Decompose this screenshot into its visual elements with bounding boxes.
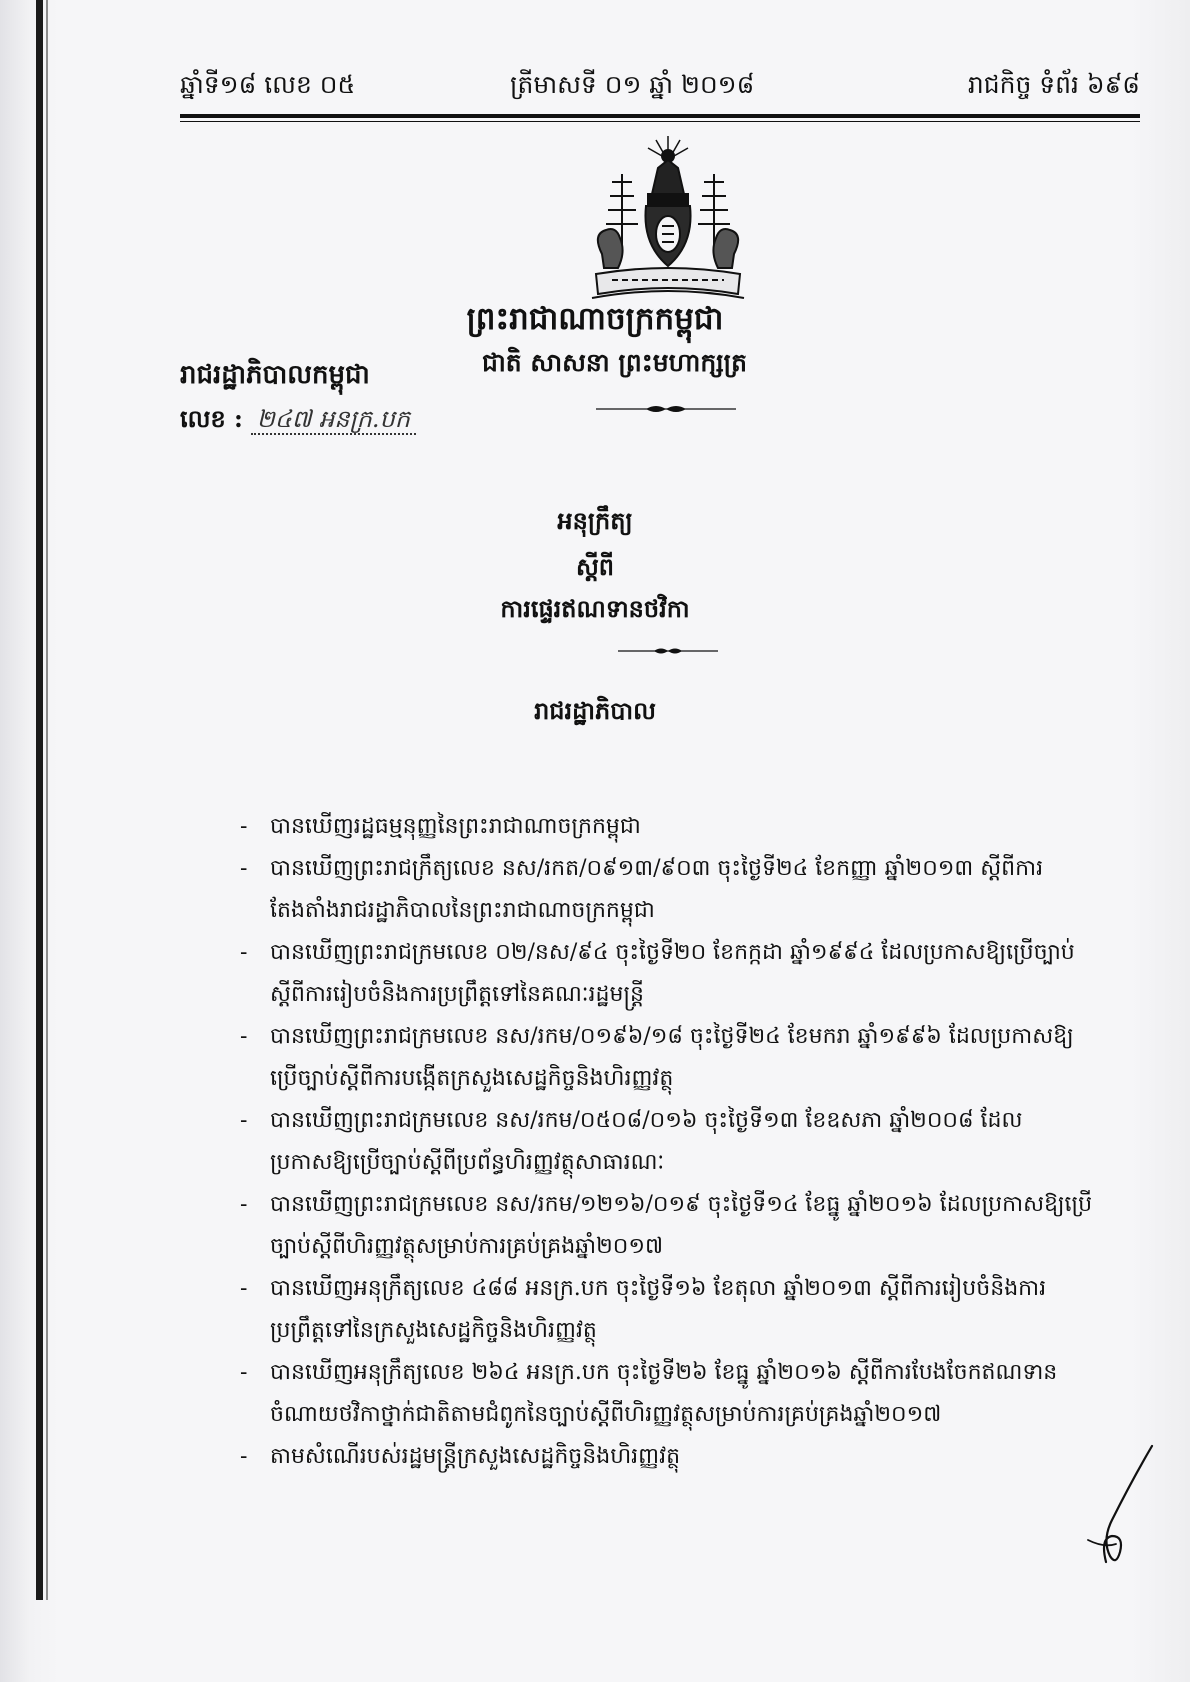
- document-type: អនុក្រឹត្យ: [557, 506, 633, 535]
- bullet-dash: -: [240, 1024, 248, 1049]
- preamble-list: [240, 806, 1100, 1478]
- gazette-page: រាជកិច្ច ទំព័រ ៦៩៨: [967, 70, 1140, 99]
- royal-emblem-icon: [582, 134, 754, 312]
- binding-edge: [36, 0, 43, 1600]
- bullet-dash: -: [240, 856, 248, 881]
- bullet-dash: -: [240, 814, 248, 839]
- clause-text: បានឃើញព្រះរាជក្រមលេខ នស/រកម/០៥០៨/០១៦ ចុះថ្ងៃទី១៣ ខែឧសភា ឆ្នាំ២០០៨ ដែលប្រកាសឱ្យប្រើច្បាប់ស្តីពីប្រព័ន្ធហិរញ្ញវត្ថុសាធារណៈ: [270, 1108, 1023, 1175]
- binding-edge-shadow: [46, 0, 48, 1600]
- list-item: [240, 1436, 1100, 1478]
- clause-text: បានឃើញអនុក្រឹត្យលេខ ៤៨៨ អនក្រ.បក ចុះថ្ងៃទី១៦ ខែតុលា ឆ្នាំ២០១៣ ស្តីពីការរៀបចំនិងការប្រព្រឹត្តទៅនៃក្រសួងសេដ្ឋកិច្ចនិងហិរញ្ញវត្ថុ: [270, 1276, 1047, 1343]
- clause-text: បានឃើញព្រះរាជក្រមលេខ ០២/នស/៩៤ ចុះថ្ងៃទី២០ ខែកក្កដា ឆ្នាំ១៩៩៤ ដែលប្រកាសឱ្យប្រើច្បាប់ស្តីពីការរៀបចំនិងការប្រព្រឹត្តទៅនៃគណៈរដ្ឋមន្ត្រី: [270, 940, 1075, 1007]
- list-item: [240, 1100, 1100, 1184]
- bullet-dash: -: [240, 1192, 248, 1217]
- government-name: រាជរដ្ឋាភិបាលកម្ពុជា: [180, 360, 370, 390]
- document-subject: ការផ្ទេរឥណទានថវិកា: [500, 594, 690, 623]
- list-item: [240, 1268, 1100, 1352]
- list-item: [240, 1184, 1100, 1268]
- number-label: លេខ :: [180, 404, 243, 433]
- number-value: ២៤៧ អនក្រ.បក: [251, 405, 416, 435]
- ornament-divider-icon: [618, 645, 718, 657]
- header-divider: [180, 114, 1140, 118]
- clause-text: បានឃើញរដ្ឋធម្មនុញ្ញនៃព្រះរាជាណាចក្រកម្ពុជា: [270, 814, 641, 839]
- bullet-dash: -: [240, 1444, 248, 1469]
- clause-text: បានឃើញព្រះរាជក្រមលេខ នស/រកម/០១៩៦/១៨ ចុះថ្ងៃទី២៤ ខែមករា ឆ្នាំ១៩៩៦ ដែលប្រកាសឱ្យប្រើច្បាប់ស្តីពីការបង្កើតក្រសួងសេដ្ឋកិច្ចនិងហិរញ្ញវត្ថុ: [270, 1024, 1074, 1091]
- bullet-dash: -: [240, 1360, 248, 1385]
- clause-text: បានឃើញអនុក្រឹត្យលេខ ២៦៤ អនក្រ.បក ចុះថ្ងៃទី២៦ ខែធ្នូ ឆ្នាំ២០១៦ ស្តីពីការបែងចែកឥណទានចំណាយថវិកាថ្នាក់ជាតិតាមជំពូកនៃច្បាប់ស្តីពីហិរញ្ញវត្ថុសម្រាប់ការគ្រប់គ្រងឆ្នាំ២០១៧: [270, 1360, 1058, 1427]
- clause-text: បានឃើញព្រះរាជក្រឹត្យលេខ នស/រកត/០៩១៣/៩០៣ ចុះថ្ងៃទី២៤ ខែកញ្ញា ឆ្នាំ២០១៣ ស្តីពីការតែងតាំងរាជរដ្ឋាភិបាលនៃព្រះរាជាណាចក្រកម្ពុជា: [270, 856, 1044, 923]
- gazette-issue: ឆ្នាំទី១៨ លេខ ០៥: [180, 70, 356, 99]
- list-item: [240, 806, 1100, 848]
- bullet-dash: -: [240, 940, 248, 965]
- kingdom-title: ព្រះរាជាណាចក្រកម្ពុជា: [466, 301, 724, 337]
- issuing-authority: រាជរដ្ឋាភិបាល: [534, 696, 656, 725]
- list-item: [240, 1016, 1100, 1100]
- header-divider-thin: [180, 121, 1140, 122]
- list-item: [240, 1352, 1100, 1436]
- gazette-header: [180, 70, 1140, 114]
- clause-text: បានឃើញព្រះរាជក្រមលេខ នស/រកម/១២១៦/០១៩ ចុះថ្ងៃទី១៤ ខែធ្នូ ឆ្នាំ២០១៦ ដែលប្រកាសឱ្យប្រើច្បាប់ស្តីពីហិរញ្ញវត្ថុសម្រាប់ការគ្រប់គ្រងឆ្នាំ២០១៧: [270, 1192, 1093, 1259]
- document-about: ស្តីពី: [575, 552, 615, 581]
- list-item: [240, 932, 1100, 1016]
- gazette-quarter: ត្រីមាសទី ០១ ឆ្នាំ ២០១៨: [510, 70, 755, 99]
- national-motto: ជាតិ សាសនា ព្រះមហាក្សត្រ: [482, 348, 747, 377]
- bullet-dash: -: [240, 1276, 248, 1301]
- list-item: [240, 848, 1100, 932]
- bullet-dash: -: [240, 1108, 248, 1133]
- ornament-divider-icon: [596, 403, 736, 415]
- document-number: [180, 404, 416, 439]
- signature-icon: [1082, 1440, 1156, 1570]
- clause-text: តាមសំណើរបស់រដ្ឋមន្ត្រីក្រសួងសេដ្ឋកិច្ចនិងហិរញ្ញវត្ថុ: [270, 1444, 681, 1469]
